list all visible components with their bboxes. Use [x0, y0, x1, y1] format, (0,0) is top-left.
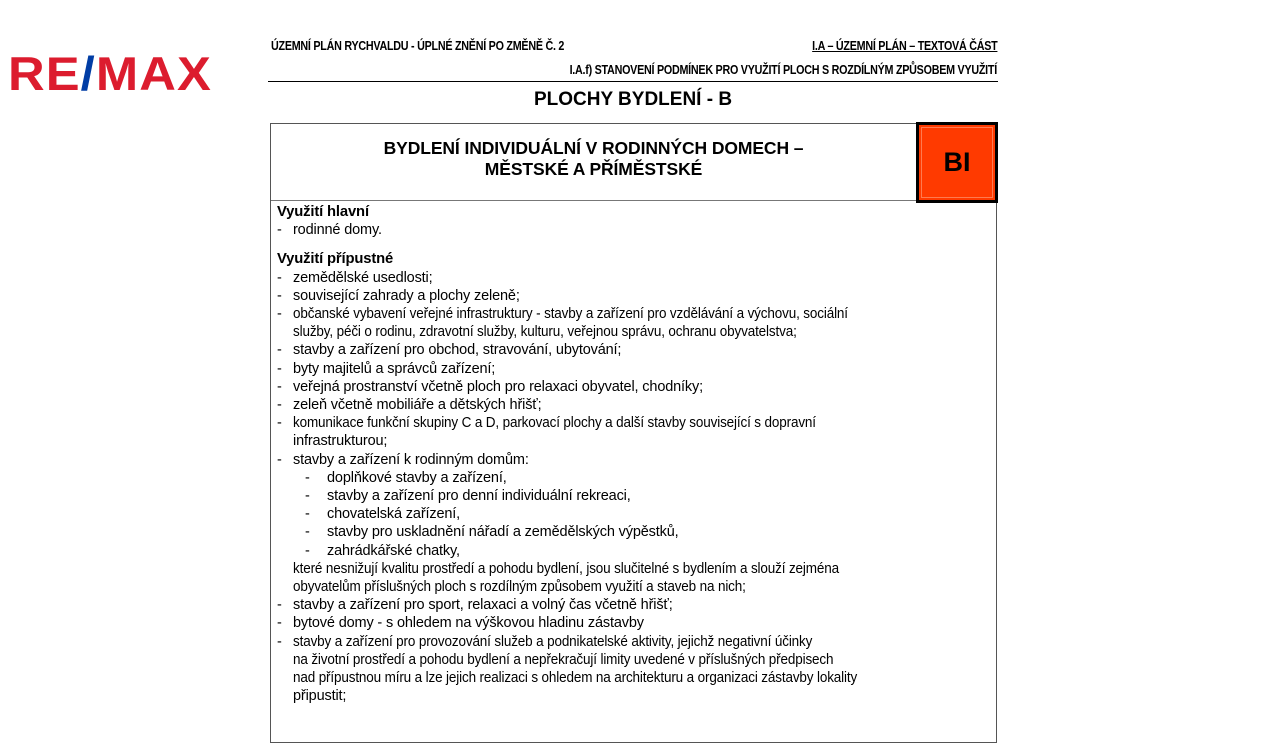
zone-title — [271, 138, 916, 180]
sub-list-item: - stavby pro uskladnění nářadí a zemědělských výpěstků, — [305, 524, 679, 541]
list-item: - stavby a zařízení pro provozování služeb a podnikatelské aktivity, jejichž negativní účinky — [277, 633, 813, 650]
list-item-continuation: služby, péči o rodinu, zdravotní služby, kulturu, veřejnou správu, ochranu obyvatelstva; — [293, 324, 797, 341]
list-item: - občanské vybavení veřejné infrastruktury - stavby a zařízení pro vzdělávání a výchovu, sociální — [277, 306, 848, 323]
sub-list-item: - stavby a zařízení pro denní individuální rekreaci, — [305, 488, 631, 505]
zone-title-line-1: BYDLENÍ INDIVIDUÁLNÍ V RODINNÝCH DOMECH – — [383, 138, 804, 158]
dash-bullet: - — [277, 222, 282, 239]
list-item-continuation: obyvatelům příslušných ploch s rozdílným způsobem využití a staveb na nich; — [293, 579, 746, 596]
document-header-right: I.A – ÚZEMNÍ PLÁN – TEXTOVÁ ČÁST — [811, 39, 997, 53]
zone-code-badge: BI — [916, 122, 998, 203]
zone-title-cell — [271, 124, 916, 201]
list-item: - byty majitelů a správců zařízení; — [277, 360, 496, 377]
list-item: - zeleň včetně mobiliáře a dětských hřišť; — [277, 397, 542, 414]
list-item-continuation: na životní prostředí a pohodu bydlení a nepřekračují limity uvedené v příslušných předpisech — [293, 651, 834, 668]
list-item: - zemědělské usedlosti; — [277, 269, 433, 286]
list-item: - stavby a zařízení pro obchod, stravování, ubytování; — [277, 342, 622, 359]
list-item: - komunikace funkční skupiny C a D, parkovací plochy a další stavby související s dopravní — [277, 415, 816, 432]
sub-list-item: - zahrádkářské chatky, — [305, 542, 460, 559]
sub-list-item: - chovatelská zařízení, — [305, 506, 461, 523]
document-title: PLOCHY BYDLENÍ - B — [533, 89, 733, 110]
document-header-left: ÚZEMNÍ PLÁN RYCHVALDU - ÚPLNÉ ZNĚNÍ PO ZMĚNĚ Č. 2 — [271, 39, 565, 53]
main-use-heading: Využití hlavní — [277, 204, 369, 220]
list-item: - veřejná prostranství včetně ploch pro relaxaci obyvatel, chodníky; — [277, 378, 704, 395]
list-item-continuation: připustit; — [293, 688, 347, 705]
remax-logo — [8, 47, 218, 100]
list-item-continuation: které nesnižují kvalitu prostředí a pohodu bydlení, jsou slučitelné s bydlením a slouží zejména — [293, 560, 839, 577]
list-item-continuation: nad přípustnou míru a lze jejich realizaci s ohledem na architekturu a organizaci zástavby lokality — [293, 670, 858, 687]
list-item: - stavby a zařízení k rodinným domům: — [277, 451, 529, 468]
list-item: - rodinné domy. — [277, 222, 382, 239]
list-item: - související zahrady a plochy zeleně; — [277, 287, 520, 304]
logo-slash: / — [80, 47, 96, 100]
zone-content — [277, 203, 992, 705]
list-item: - bytové domy - s ohledem na výškovou hladinu zástavby — [277, 615, 644, 632]
logo-text: RE/MAX — [8, 47, 212, 100]
list-item: - stavby a zařízení pro sport, relaxaci a volný čas včetně hřišť; — [277, 597, 673, 614]
zone-title-line-2: MĚSTSKÉ A PŘÍMĚSTSKÉ — [484, 159, 703, 179]
list-item-continuation: infrastrukturou; — [293, 433, 388, 450]
document-header-subtitle: I.A.f) STANOVENÍ PODMÍNEK PRO VYUŽITÍ PLOCH S ROZDÍLNÝM ZPŮSOBEM VYUŽITÍ — [569, 63, 997, 77]
sub-list-item: - doplňkové stavby a zařízení, — [305, 469, 507, 486]
header-rule — [268, 81, 998, 82]
permitted-use-heading: Využití přípustné — [277, 251, 394, 268]
